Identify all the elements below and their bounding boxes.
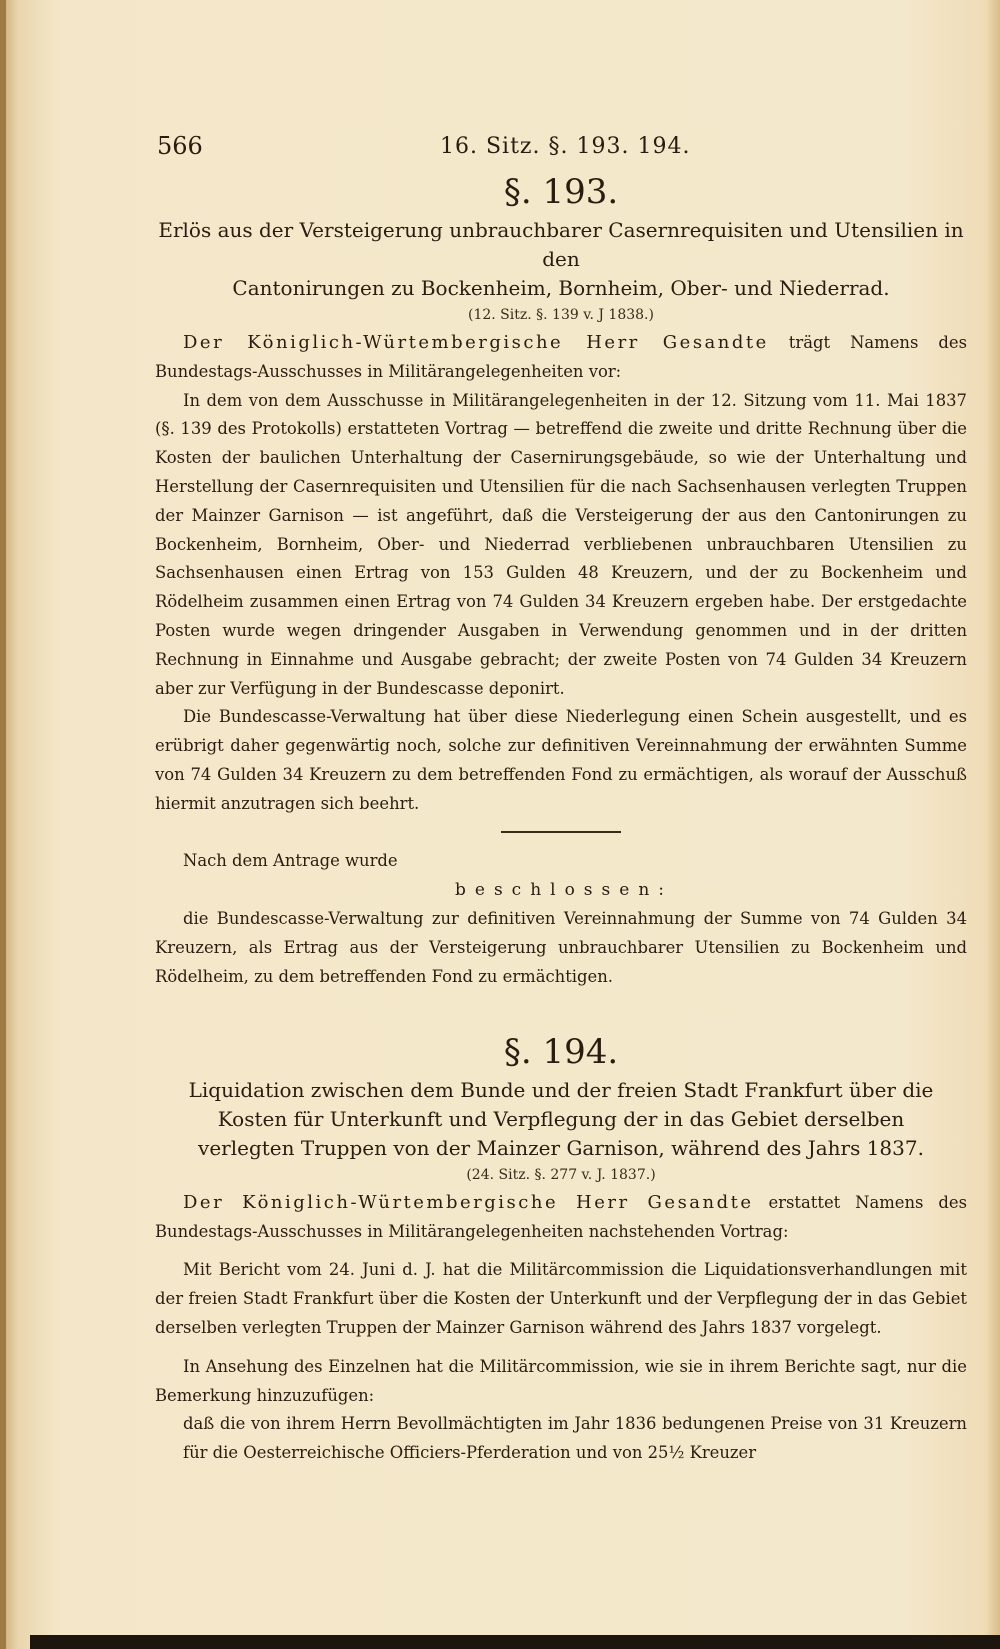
section-reference: (12. Sitz. §. 139 v. J 1838.): [468, 307, 654, 323]
resolution-text: die Bundescasse-Verwaltung zur definitiven Vereinnahmung der Summe von 74 Gulden 34 Kreuzern, als Ertrag aus der Versteigerung unbrauchbarer Utensilien zu Bockenheim und Rödelheim, zu dem betreffenden Fond zu ermächtigen.: [155, 909, 967, 986]
page-number: 566: [157, 132, 203, 160]
speaker: Der Königlich-Würtembergische Herr Gesandte: [183, 1191, 754, 1213]
intro-paragraph: [155, 329, 967, 387]
body-paragraph: Die Bundescasse-Verwaltung hat über diese Niederlegung einen Schein ausgestellt, und es erübrigt daher gegenwärtig noch, solche zur definitiven Vereinnahmung der erwähnten Summe von 74 Gulden 34 Kreuzern zu dem betreffenden Fond zu ermächtigen, als worauf der Ausschuß hiermit anzutragen sich beehrt.: [155, 707, 967, 813]
motion-text: Nach dem Antrage wurde: [183, 850, 398, 870]
body-paragraph: daß die von ihrem Herrn Bevollmächtigten im Jahr 1836 bedungenen Preise von 31 Kreuzern für die Oesterreichische Officiers-Pferderation und von 25½ Kreuzer: [183, 1414, 967, 1463]
section-number: §. 193.: [503, 172, 619, 212]
section-194: [155, 1032, 967, 1468]
intro-text: trägt Namens des Bundestags-Ausschusses in Militärangelegenheiten vor:: [155, 333, 967, 381]
intro-paragraph: [155, 1189, 967, 1247]
section-title-line: verlegten Truppen von der Mainzer Garnison, während des Jahrs 1837.: [198, 1135, 924, 1160]
scan-bottom-edge: [30, 1635, 1000, 1649]
section-title-line: Kosten für Unterkunft und Verpflegung der in das Gebiet derselben: [217, 1106, 905, 1131]
body-paragraph: In dem von dem Ausschusse in Militärangelegenheiten in der 12. Sitzung vom 11. Mai 1837 (§. 139 des Protokolls) erstatteten Vortrag — betreffend die zweite und dritte Rechnung über die Kosten der baulichen Unterhaltung der Casernirungsgebäude, so wie der Unterhaltung und Herstellung der Casernrequisiten und Utensilien für die nach Sachsenhausen verlegten Truppen der Mainzer Garnison — ist angeführt, daß die Versteigerung der aus den Cantonirungen zu Bockenheim, Bornheim, Ober- und Niederrad verbliebenen unbrauchbaren Utensilien zu Sachsenhausen einen Ertrag von 153 Gulden 48 Kreuzern, und der zu Bockenheim und Rödelheim zusammen einen Ertrag von 74 Gulden 34 Kreuzern ergeben habe. Der erstgedachte Posten wurde wegen dringender Ausgaben in Verwendung genommen und in der dritten Rechnung in Einnahme und Ausgabe gebracht; der zweite Posten von 74 Gulden 34 Kreuzern aber zur Verfügung in der Bundescasse deponirt.: [155, 390, 967, 698]
running-head: [155, 132, 967, 166]
section-193: [155, 172, 967, 992]
section-title-line: Cantonirungen zu Bockenheim, Bornheim, Ober- und Niederrad.: [232, 276, 890, 300]
page-content: [155, 132, 967, 1468]
section-number: §. 194.: [503, 1031, 619, 1072]
body-paragraph: In Ansehung des Einzelnen hat die Militärcommission, wie sie in ihrem Berichte sagt, nur die Bemerkung hinzuzufügen:: [155, 1356, 967, 1405]
section-title-line: Liquidation zwischen dem Bunde und der freien Stadt Frankfurt über die: [188, 1077, 934, 1102]
intro-text: erstattet Namens des Bundestags-Ausschusses in Militärangelegenheiten nachstehenden Vortrag:: [155, 1192, 967, 1241]
divider-rule: [501, 831, 621, 833]
resolved-heading: beschlossen:: [455, 880, 673, 901]
page-edge: [0, 0, 6, 1649]
section-reference: (24. Sitz. §. 277 v. J. 1837.): [466, 1166, 656, 1183]
speaker: Der Königlich-Würtembergische Herr Gesandte: [183, 332, 769, 353]
running-title: 16. Sitz. §. 193. 194.: [440, 134, 691, 159]
section-title-line: Erlös aus der Versteigerung unbrauchbarer Casernrequisiten und Utensilien in den: [158, 218, 964, 271]
body-paragraph: Mit Bericht vom 24. Juni d. J. hat die Militärcommission die Liquidationsverhandlungen mit der freien Stadt Frankfurt über die Kosten der Unterkunft und der Verpflegung der in das Gebiet derselben verlegten Truppen der Mainzer Garnison während des Jahrs 1837 vorgelegt.: [155, 1260, 967, 1337]
